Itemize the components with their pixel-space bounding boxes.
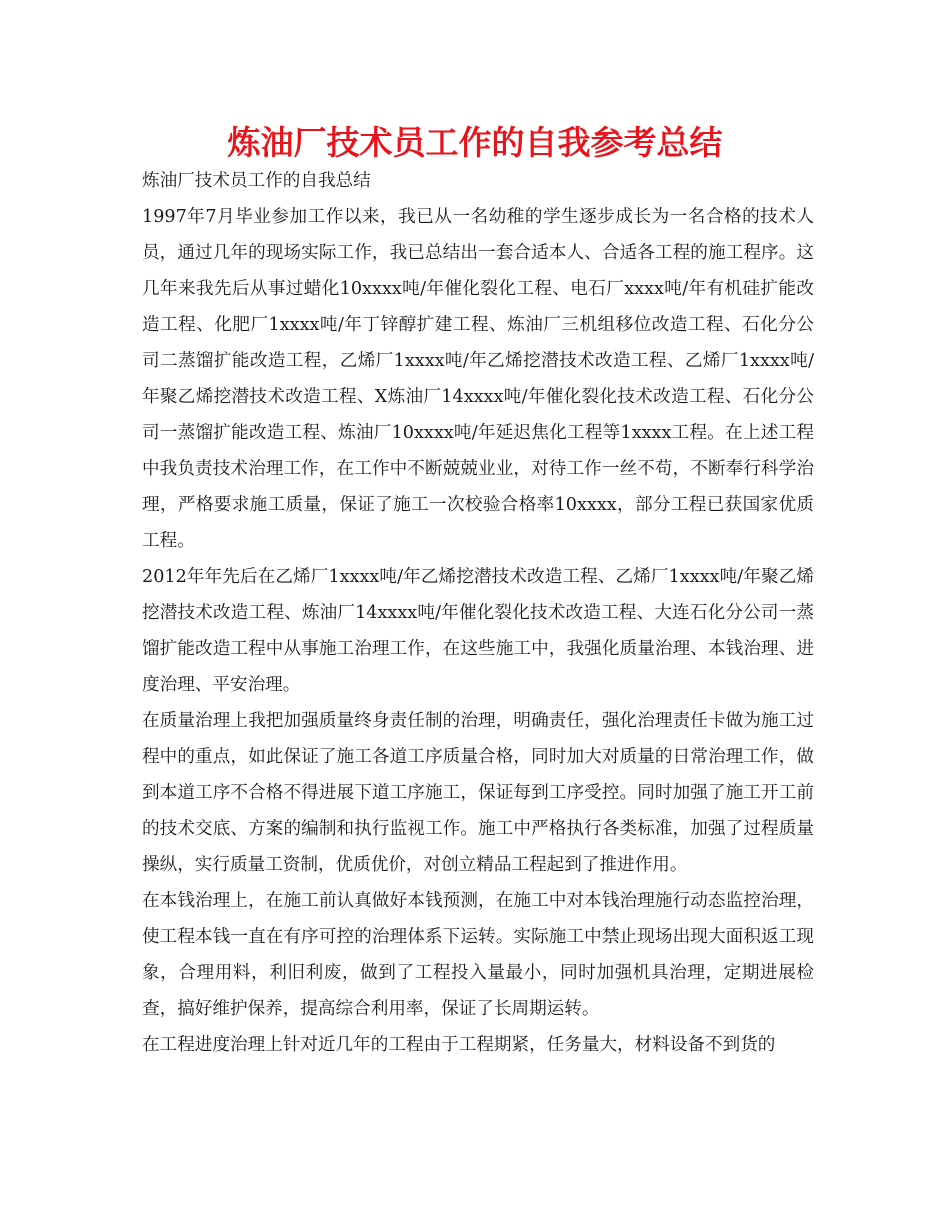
paragraph-schedule-management: 在工程进度治理上针对近几年的工程由于工程期紧，任务量大，材料设备不到货的: [142, 1035, 776, 1055]
document-body: [142, 163, 814, 1063]
paragraph-subtitle: 炼油厂技术员工作的自我总结: [142, 171, 371, 191]
document-title: 炼油厂技术员工作的自我参考总结: [227, 123, 723, 162]
paragraph-2012-projects: 2012年年先后在乙烯厂1xxxx吨/年乙烯挖潜技术改造工程、乙烯厂1xxxx吨/年聚乙烯挖潜技术改造工程、炼油厂14xxxx吨/年催化裂化技术改造工程、大连石化分公司一蒸馏扩能改造工程中从事施工治理工作，在这些施工中，我强化质量治理、本钱治理、进度治理、平安治理。: [142, 567, 814, 695]
paragraph-career-overview: 1997年7月毕业参加工作以来，我已从一名幼稚的学生逐步成长为一名合格的技术人员，通过几年的现场实际工作，我已总结出一套合适本人、合适各工程的施工程序。这几年来我先后从事过蜡化10xxxx吨/年催化裂化工程、电石厂xxxx吨/年有机硅扩能改造工程、化肥厂1xxxx吨/年丁锌醇扩建工程、炼油厂三机组移位改造工程、石化分公司二蒸馏扩能改造工程，乙烯厂1xxxx吨/年乙烯挖潜技术改造工程、乙烯厂1xxxx吨/年聚乙烯挖潜技术改造工程、X炼油厂14xxxx吨/年催化裂化技术改造工程、石化分公司一蒸馏扩能改造工程、炼油厂10xxxx吨/年延迟焦化工程等1xxxx工程。在上述工程中我负责技术治理工作，在工作中不断兢兢业业，对待工作一丝不苟，不断奉行科学治理，严格要求施工质量，保证了施工一次校验合格率10xxxx，部分工程已获国家优质工程。: [142, 207, 814, 551]
paragraph-quality-management: 在质量治理上我把加强质量终身责任制的治理，明确责任，强化治理责任卡做为施工过程中的重点，如此保证了施工各道工序质量合格，同时加大对质量的日常治理工作，做到本道工序不合格不得进展下道工序施工，保证每到工序受控。同时加强了施工开工前的技术交底、方案的编制和执行监视工作。施工中严格执行各类标准，加强了过程质量操纵，实行质量工资制，优质优价，对创立精品工程起到了推进作用。: [142, 711, 814, 875]
paragraph-cost-management: 在本钱治理上，在施工前认真做好本钱预测，在施工中对本钱治理施行动态监控治理，使工程本钱一直在有序可控的治理体系下运转。实际施工中禁止现场出现大面积返工现象，合理用料，利旧利废，做到了工程投入量最小，同时加强机具治理，定期进展检查，搞好维护保养，提高综合利用率，保证了长周期运转。: [142, 891, 814, 1019]
